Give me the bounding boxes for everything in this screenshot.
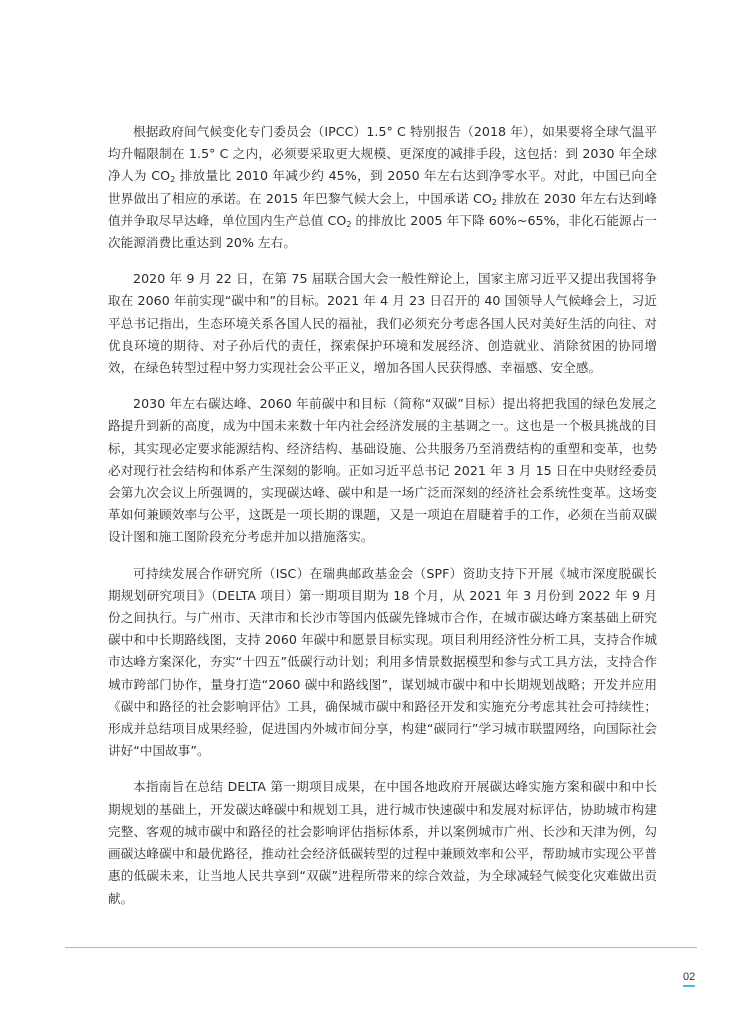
paragraph-ipcc-report (108, 121, 657, 254)
page-number: 02 (683, 971, 695, 987)
subscript: 2 (491, 197, 497, 207)
paragraph-text: 排放量比 2010 年减少约 45%，到 2050 年左右达到净零水平。对此，中国已向全世界做出了相应的承诺。在 2015 年巴黎气候大会上，中国承诺 CO (108, 168, 657, 206)
paragraph-text: 排放在 2030 年左右达到峰值并争取尽早达峰，单位国内生产总值 CO (108, 190, 657, 228)
paragraph-text: 根据政府间气候变化专门委员会（IPCC）1.5° C 特别报告（2018 年），如果要将全球气温平均升幅限制在 1.5° C 之内，必须要采取更大规模、更深度的减排手段，这包括：到 2030 年全球净人为 CO (108, 124, 657, 184)
paragraph-guide-purpose: 本指南旨在总结 DELTA 第一期项目成果，在中国各地政府开展碳达峰实施方案和碳中和中长期规划的基础上，开发碳达峰碳中和规划工具，进行城市快速碳中和发展对标评估，协助城市构建完整、客观的城市碳中和路径的社会影响评估指标体系，并以案例城市广州、长沙和天津为例，勾画碳达峰碳中和最优路径，推动社会经济低碳转型的过程中兼顾效率和公平，帮助城市实现公平普惠的低碳未来，让当地人民共享到“双碳”进程所带来的综合效益，为全球减轻气候变化灾难做出贡献。 (108, 779, 657, 906)
document-body (108, 121, 657, 924)
paragraph-carbon-neutral-goal: 2020 年 9 月 22 日，在第 75 届联合国大会一般性辩论上，国家主席习近平又提出我国将争取在 2060 年前实现“碳中和”的目标。2021 年 4 月 23 日召开的 40 国领导人气候峰会上，习近平总书记指出，生态环境关系各国人民的福祉，我们必须充分考虑各国人民对美好生活的向往、对优良环境的期待、对子孙后代的责任，探索保护环境和发展经济、创造就业、消除贫困的协同增效，在绿色转型过程中努力实现社会公平正义，增加各国人民获得感、幸福感、安全感。 (108, 271, 657, 376)
subscript: 2 (170, 175, 176, 185)
paragraph-dual-carbon: 2030 年左右碳达峰、2060 年前碳中和目标（简称“双碳”目标）提出将把我国的绿色发展之路提升到新的高度，成为中国未来数十年内社会经济发展的主基调之一。这也是一个极具挑战的目标，其实现必定要求能源结构、经济结构、基础设施、公共服务乃至消费结构的重塑和变革，也势必对现行社会结构和体系产生深刻的影响。正如习近平总书记 2021 年 3 月 15 日在中央财经委员会第九次会议上所强调的，实现碳达峰、碳中和是一场广泛而深刻的经济社会系统性变革。这场变革如何兼顾效率与公平，这既是一项长期的课题，又是一项迫在眉睫着手的工作，必须在当前双碳设计图和施工图阶段充分考虑并加以措施落实。 (108, 396, 657, 545)
subscript: 2 (346, 219, 352, 229)
paragraph-text: 的排放比 2005 年下降 60%~65%，非化石能源占一次能源消费比重达到 20% 左右。 (108, 212, 657, 251)
footer-divider (65, 947, 697, 948)
paragraph-delta-project: 可持续发展合作研究所（ISC）在瑞典邮政基金会（SPF）资助支持下开展《城市深度脱碳长期规划研究项目》（DELTA 项目）第一期项目期为 18 个月，从 2021 年 3 月份到 2022 年 9 月份之间执行。与广州市、天津市和长沙市等国内低碳先锋城市合作，在城市碳达峰方案基础上研究碳中和中长期路线图，支持 2060 年碳中和愿景目标实现。项目利用经济性分析工具，支持合作城市达峰方案深化，夯实“十四五”低碳行动计划；利用多情景数据模型和参与式工具方法，支持合作城市跨部门协作，量身打造“2060 碳中和路线图”，谋划城市碳中和中长期规划战略；开发并应用《碳中和路径的社会影响评估》工具，确保城市碳中和路径开发和实施充分考虑其社会可持续性；形成并总结项目成果经验，促进国内外城市间分享，构建“碳同行”学习城市联盟网络，向国际社会讲好“中国故事”。 (108, 565, 657, 759)
